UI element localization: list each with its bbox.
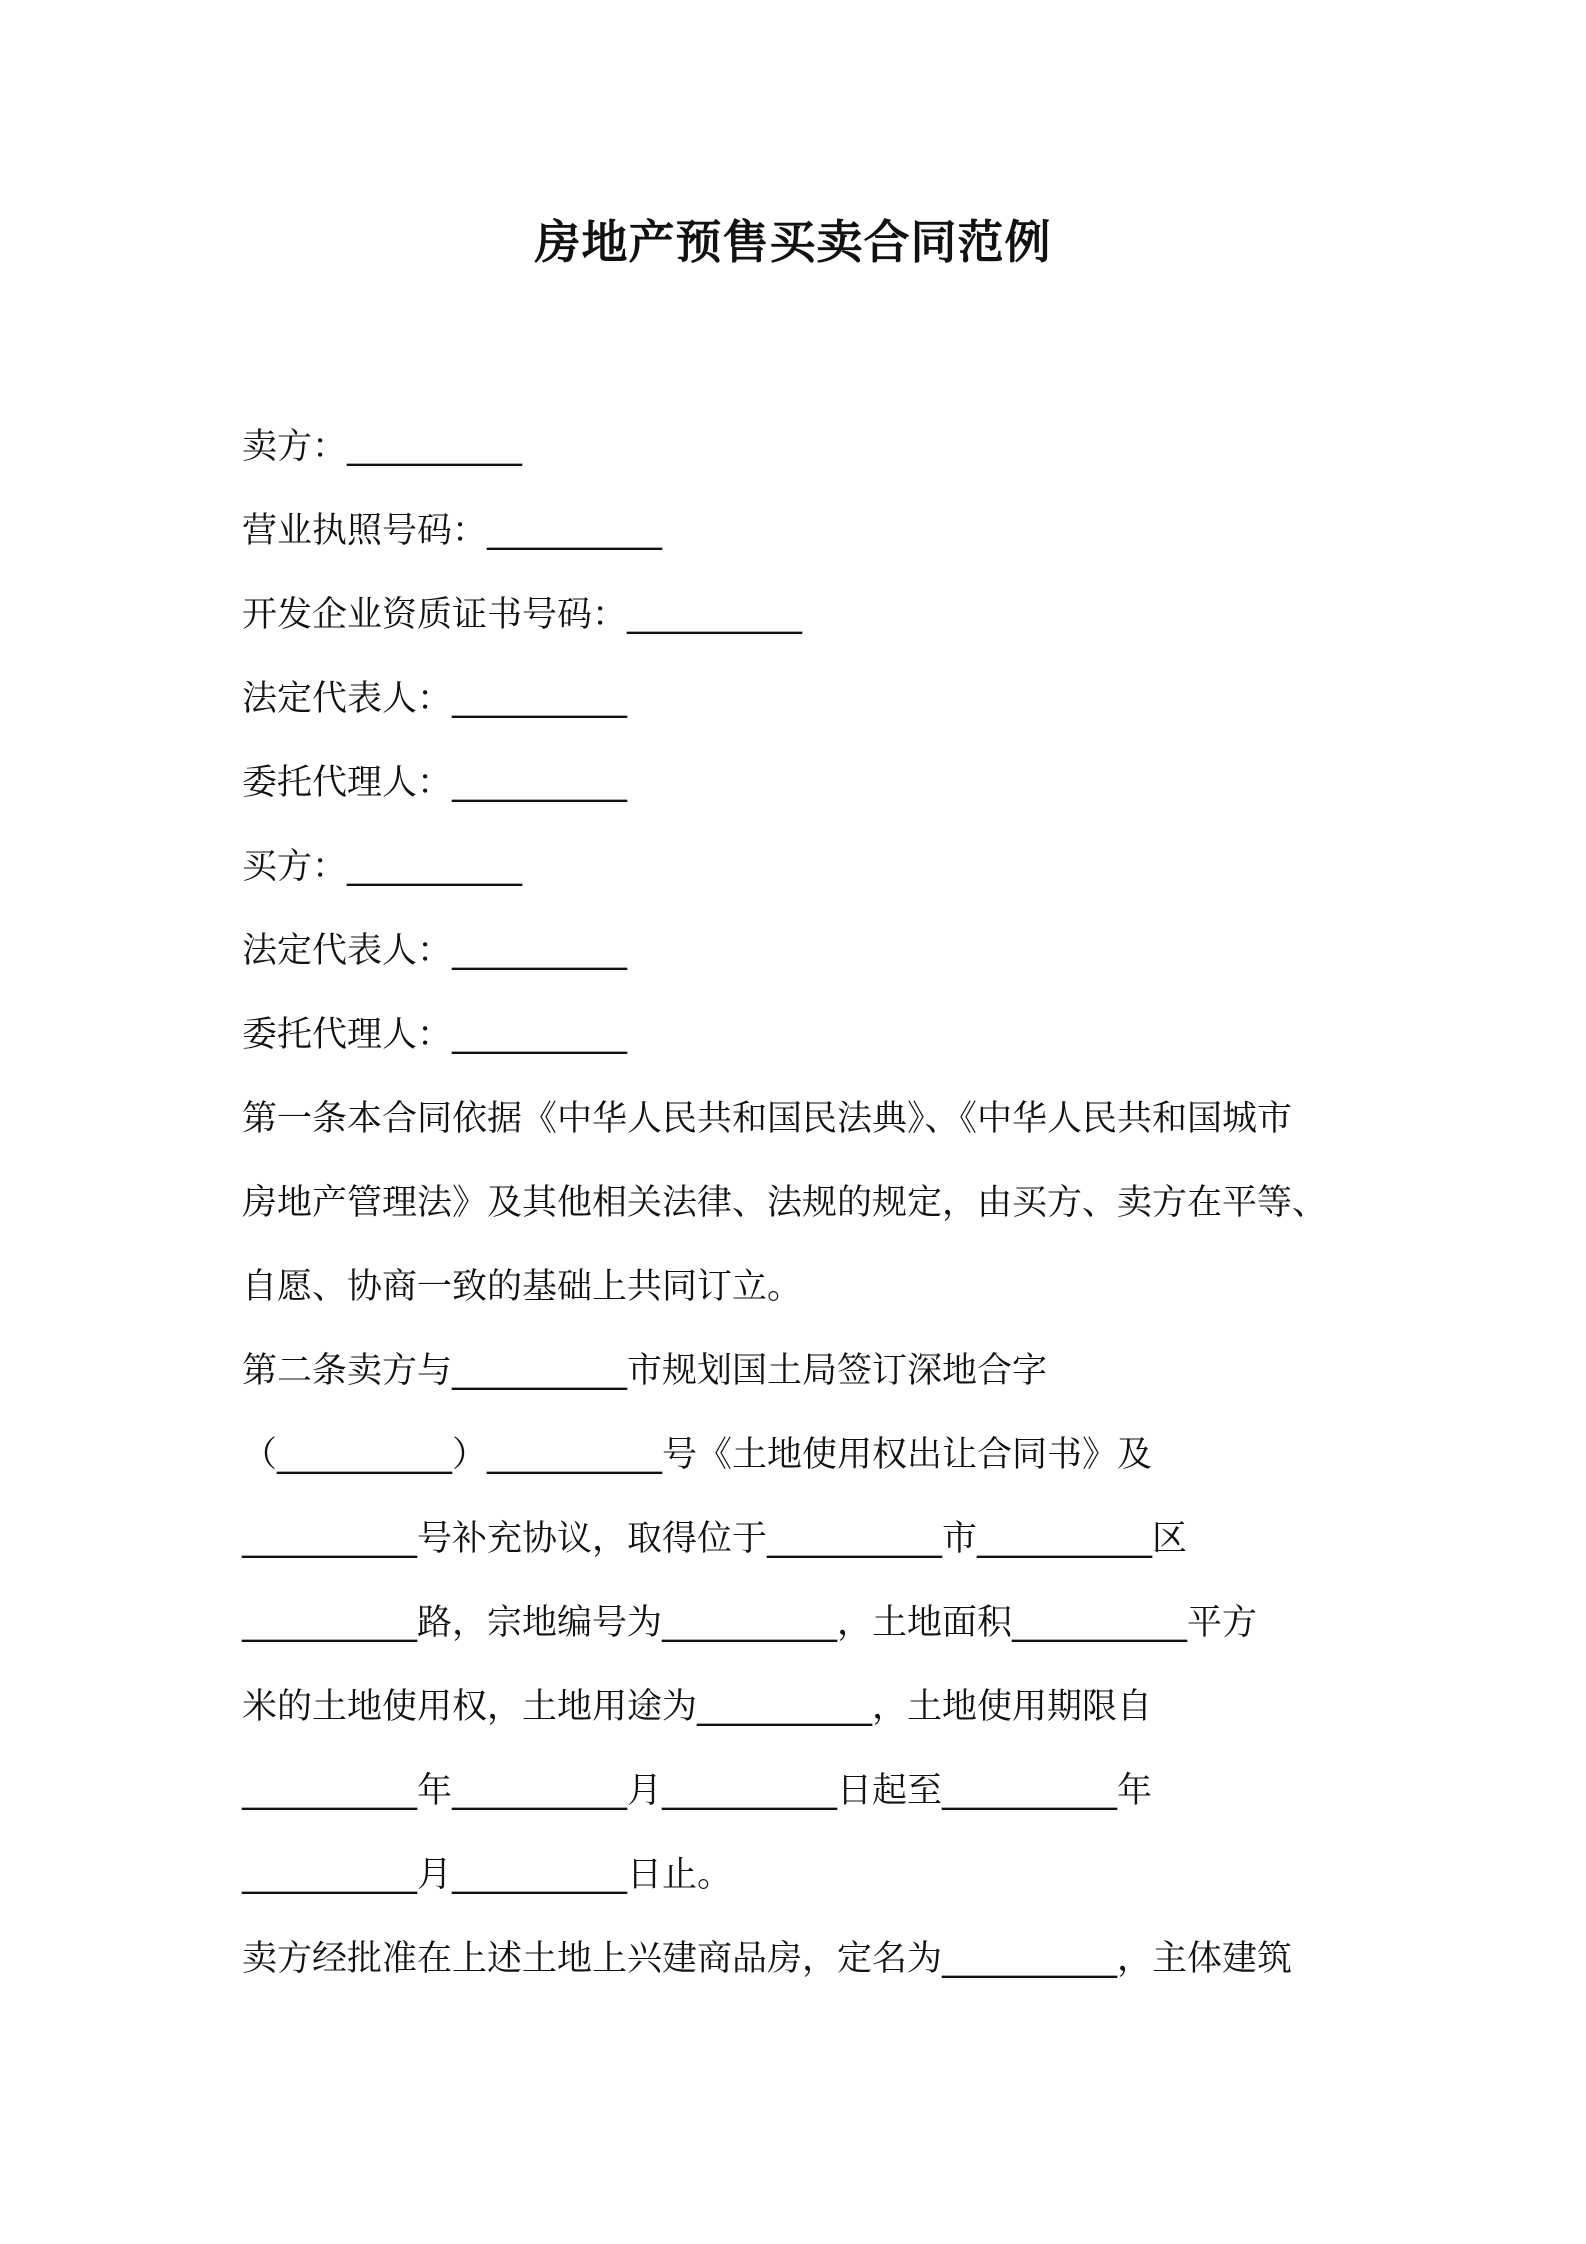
article-two-line-7: __________月__________日止。 (242, 1855, 733, 1895)
buyer-legal-representative-line: 法定代表人：__________ (242, 931, 628, 971)
article-one-line-1: 第一条本合同依据《中华人民共和国民法典》、《中华人民共和国城市 (242, 1099, 1293, 1139)
article-two-line-3: __________号补充协议，取得位于__________市__________区 (242, 1519, 1188, 1559)
article-two-line-6: __________年__________月__________日起至__________年 (242, 1771, 1153, 1811)
document-body (242, 405, 1362, 2001)
article-two-line-4: __________路，宗地编号为__________，土地面积__________平方 (242, 1603, 1258, 1643)
seller-legal-representative-line: 法定代表人：__________ (242, 679, 628, 719)
buyer-agent-line: 委托代理人：__________ (242, 1015, 628, 1055)
article-one-line-3: 自愿、协商一致的基础上共同订立。 (242, 1267, 803, 1307)
article-two-line-2: （__________）__________号《土地使用权出让合同书》及 (242, 1435, 1153, 1475)
seller-line: 卖方：__________ (242, 427, 523, 467)
seller-agent-line: 委托代理人：__________ (242, 763, 628, 803)
document-title: 房地产预售买卖合同范例 (534, 215, 1052, 269)
qualification-certificate-line: 开发企业资质证书号码：__________ (242, 595, 803, 635)
article-one-line-2: 房地产管理法》及其他相关法律、法规的规定，由买方、卖方在平等、 (242, 1183, 1328, 1223)
business-license-line: 营业执照号码：__________ (242, 511, 663, 551)
article-two-line-5: 米的土地使用权，土地用途为__________，土地使用期限自 (242, 1687, 1153, 1727)
construction-line: 卖方经批准在上述土地上兴建商品房，定名为__________，主体建筑 (242, 1939, 1293, 1979)
article-two-line-1: 第二条卖方与__________市规划国土局签订深地合字 (242, 1351, 1048, 1391)
buyer-line: 买方：__________ (242, 847, 523, 887)
